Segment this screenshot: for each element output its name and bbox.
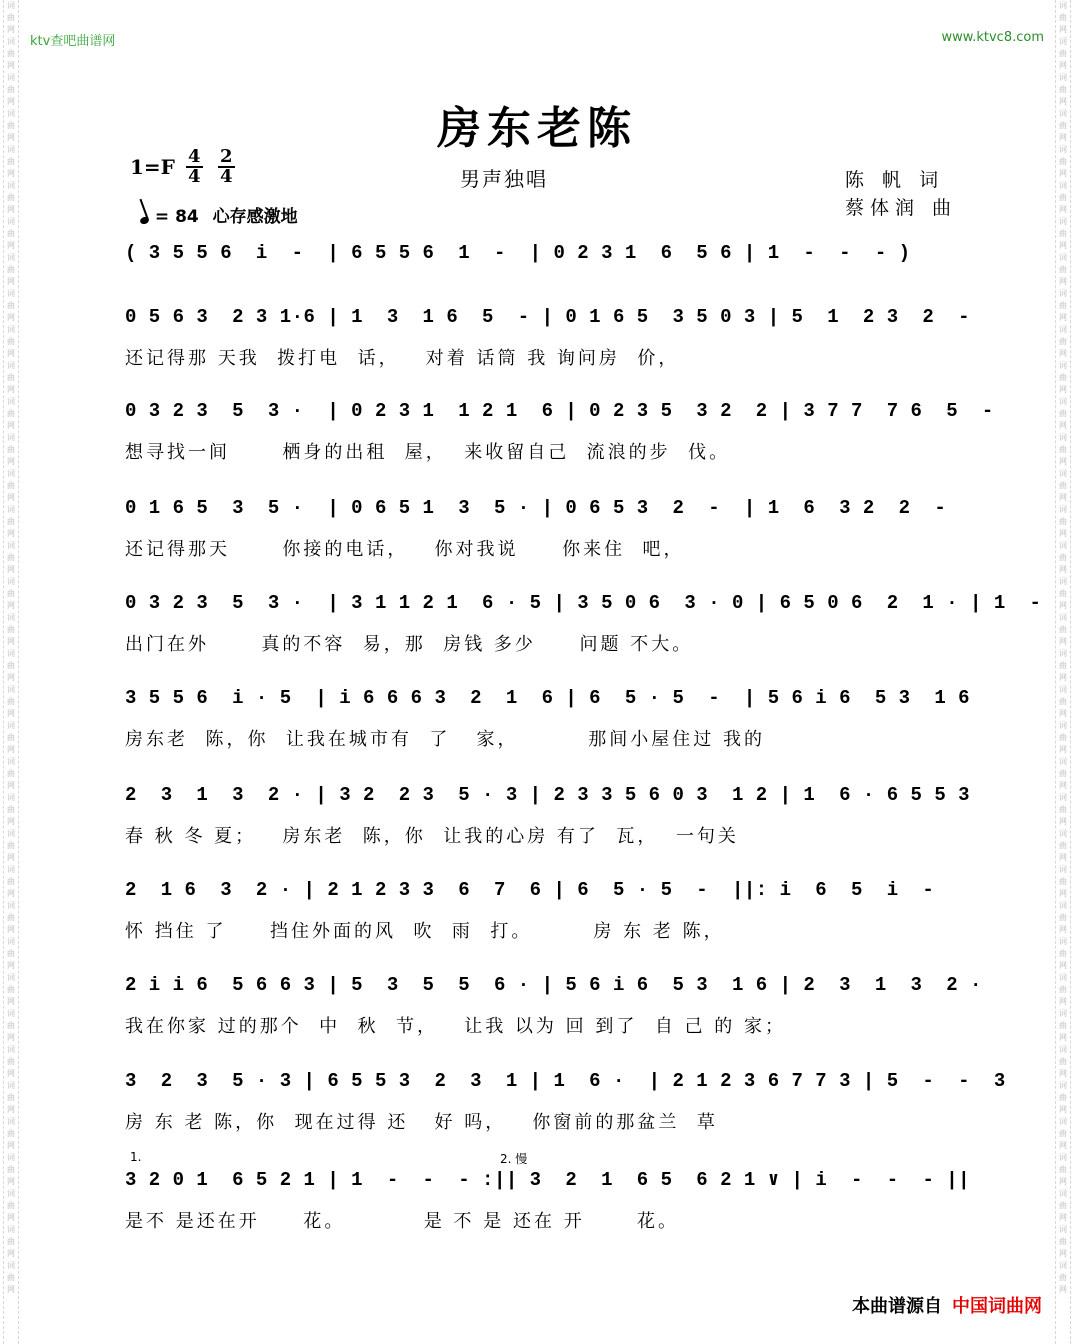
notation-line: 3 2 3 5 · 3 | 6 5 5 3 2 3 1 | 1 6 · | 2 1 2 3 6 7 7 3 | 5 - - 3 bbox=[125, 1070, 1006, 1092]
notation-line: 0 1 6 5 3 5 · | 0 6 5 1 3 5 · | 0 6 5 3 2 - | 1 6 3 2 2 - bbox=[125, 497, 947, 519]
performance-note: 男声独唱 bbox=[460, 167, 548, 191]
notation-line: 0 5 6 3 2 3 1·6 | 1 3 1 6 5 - | 0 1 6 5 3 5 0 3 | 5 1 2 3 2 - bbox=[125, 306, 971, 328]
watermark-left: ktv查吧曲谱网 bbox=[30, 34, 116, 49]
lyrics-line: 还记得那天 你接的电话， 你对我说 你来住 吧， bbox=[125, 539, 685, 560]
notation-line: 2 i i 6 5 6 6 3 | 5 3 5 5 6 · | 5 6 i 6 5 3 1 6 | 2 3 1 3 2 · bbox=[125, 974, 982, 996]
song-title: 房东老陈 bbox=[437, 103, 637, 154]
watermark-right: www.ktvc8.com bbox=[941, 30, 1044, 45]
lyrics-line: 我在你家 过的那个 中 秋 节， 让我 以为 回 到了 自 己 的 家； bbox=[125, 1016, 786, 1037]
footer-site: 中国词曲网 bbox=[952, 1296, 1042, 1317]
lyrics-line: 想寻找一间 栖身的出租 屋， 来收留自己 流浪的步 伐。 bbox=[125, 442, 731, 463]
notation-line: 2 3 1 3 2 · | 3 2 2 3 5 · 3 | 2 3 3 5 6 0 3 1 2 | 1 6 · 6 5 5 3 bbox=[125, 784, 971, 806]
notation-line: 3 2 0 1 6 5 2 1 | 1 - - - :|| 3 2 1 6 5 6 2 1 ∨ | i - - - || bbox=[125, 1169, 971, 1191]
lyrics-line: 是不 是还在开 花。 是 不 是 还在 开 花。 bbox=[125, 1211, 680, 1232]
volta-second-ending: 2. 慢 bbox=[500, 1152, 528, 1166]
right-watermark-strip: 词曲网词曲网词曲网词曲网词曲网词曲网词曲网词曲网词曲网词曲网词曲网词曲网词曲网词曲网词曲网词曲网词曲网词曲网词曲网词曲网词曲网词曲网词曲网词曲网词曲网词曲网词曲网词曲网词曲网词曲网词曲网词曲网词曲网词曲网词曲网词曲网 bbox=[1055, 0, 1071, 1344]
footer-prefix: 本曲谱源自 bbox=[852, 1296, 942, 1317]
quarter-note-icon bbox=[139, 216, 150, 226]
notation-line: 3 5 5 6 i · 5 | i 6 6 6 3 2 1 6 | 6 5 · 5 - | 5 6 i 6 5 3 1 6 bbox=[125, 687, 971, 709]
notation-line: 2 1 6 3 2 · | 2 1 2 3 3 6 7 6 | 6 5 · 5 - ||: i 6 5 i - bbox=[125, 879, 935, 901]
lyrics-line: 房 东 老 陈，你 现在过得 还 好 吗， 你窗前的那盆兰 草 bbox=[125, 1112, 718, 1133]
lyrics-line: 春 秋 冬 夏； 房东老 陈，你 让我的心房 有了 瓦， 一句关 bbox=[125, 826, 739, 847]
notation-line: 0 3 2 3 5 3 · | 0 2 3 1 1 2 1 6 | 0 2 3 5 3 2 2 | 3 7 7 7 6 5 - bbox=[125, 400, 994, 422]
lyrics-line: 怀 挡住 了 挡住外面的风 吹 雨 打。 房 东 老 陈， bbox=[125, 921, 725, 942]
left-watermark-strip: 词曲网词曲网词曲网词曲网词曲网词曲网词曲网词曲网词曲网词曲网词曲网词曲网词曲网词曲网词曲网词曲网词曲网词曲网词曲网词曲网词曲网词曲网词曲网词曲网词曲网词曲网词曲网词曲网词曲网词曲网词曲网词曲网词曲网词曲网词曲网词曲网 bbox=[3, 0, 19, 1344]
time-signature-1: 4 4 bbox=[188, 146, 201, 187]
source-footer bbox=[852, 1292, 1042, 1318]
notation-line: 0 3 2 3 5 3 · | 3 1 1 2 1 6 · 5 | 3 5 0 6 3 · 0 | 6 5 0 6 2 1 · | 1 - bbox=[125, 592, 1042, 614]
lyrics-line: 房东老 陈，你 让我在城市有 了 家， 那间小屋住过 我的 bbox=[125, 729, 765, 750]
notation-line: ( 3 5 5 6 i - | 6 5 5 6 1 - | 0 2 3 1 6 5 6 | 1 - - - ) bbox=[125, 242, 911, 264]
composer-credit: 蔡体润 曲 bbox=[845, 197, 958, 219]
tempo-value: = 84 bbox=[154, 207, 199, 227]
tempo-marking bbox=[140, 202, 298, 227]
time-signature-2: 2 4 bbox=[220, 146, 233, 187]
lyrics-line: 还记得那 天我 拨打电 话， 对着 话筒 我 询问房 价， bbox=[125, 348, 680, 369]
lyricist-credit: 陈 帆 词 bbox=[845, 169, 945, 191]
lyrics-line: 出门在外 真的不容 易，那 房钱 多少 问题 不大。 bbox=[125, 634, 694, 655]
key-signature: 1=F bbox=[130, 155, 175, 179]
volta-first-ending: 1. bbox=[130, 1150, 142, 1164]
tempo-description: 心存感激地 bbox=[212, 207, 298, 227]
